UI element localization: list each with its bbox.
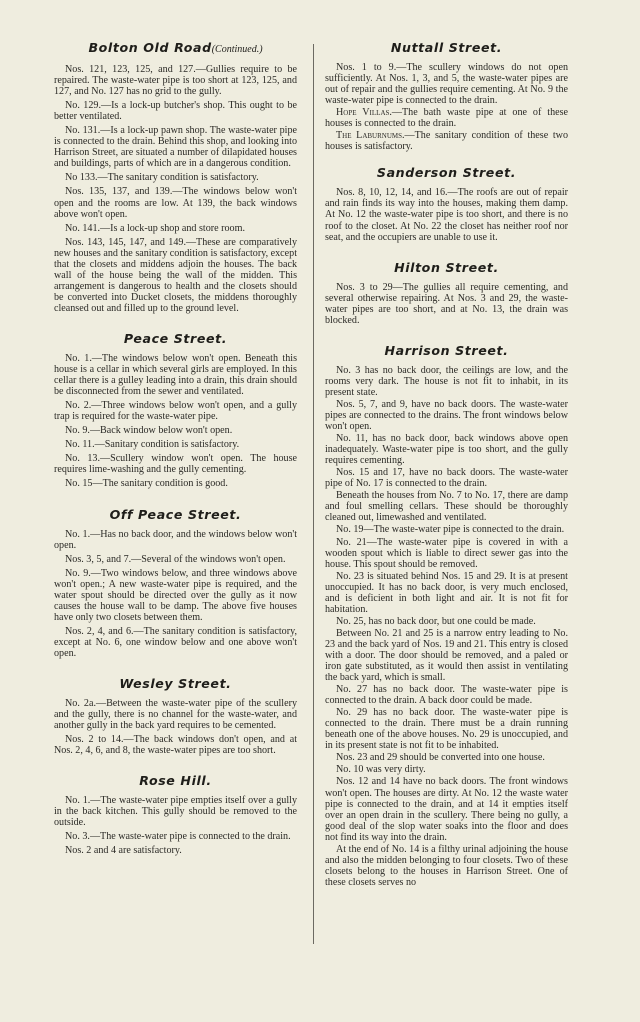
paragraph: No. 25, has no back door, but one could be made. [336, 615, 536, 627]
paragraph: Nos. 2 and 4 are satisfactory. [65, 845, 182, 857]
paragraph: Nos. 5, 7, and 9, have no back doors. The waste-water pipes are connected to the drains. The front windows below won't open. [325, 398, 568, 433]
paragraph: Nos. 2, 4, and 6.—The sanitary condition is satisfactory, except at No. 6, one window below and one above won't open. [54, 625, 297, 659]
paragraph: No. 9.—Two windows below, and three windows above won't open.; A new waste-water pipe is required, and the water spout should be directed over the gully as it now causes the house wall to be damp. The above five houses have only two closets between them. [54, 567, 297, 623]
paragraph: No. 131.—Is a lock-up pawn shop. The waste-water pipe is connected to the drain. Behind this shop, and looking into Harrison Street, are situated a number of dilapidated houses and buildings, parts of which are in a dangerous condition. [54, 125, 297, 170]
paragraph: No. 129.—Is a lock-up butcher's shop. This ought to be better ventilated. [54, 100, 297, 123]
left-column [54, 40, 297, 859]
right-column [325, 40, 568, 889]
hope-villas-text: —The bath waste pipe at one of these houses is connected to the drain. [325, 107, 569, 130]
paragraph: No. 19—The waste-water pipe is connected to the drain. [336, 524, 565, 536]
paragraph: Nos. 2 to 14.—The back windows don't open, and at Nos. 2, 4, 6, and 8, the waste-water pipes are too short. [54, 734, 297, 757]
paragraph: No. 1.—Has no back door, and the windows below won't open. [54, 528, 297, 551]
paragraph: Nos. 3 to 29—The gullies all require cementing, and several otherwise repairing. At Nos. 3 and 29, the waste-water pipes are too short, and at No. 13, the drain was blocked. [325, 281, 568, 326]
paragraph: No. 23 is situated behind Nos. 15 and 29. It is at present unoccupied. It has no back door, is very much enclosed, and is deficient in both light and air. It is not fit for habitation. [325, 570, 568, 615]
paragraph: Between No. 21 and 25 is a narrow entry leading to No. 23 and the back yard of Nos. 19 and 21. This entry is closed with a door. The door should be removed, and a paled or iron gate substituted, as it would then assist in ventilating the back yard, which is small. [325, 627, 568, 684]
paragraph: No. 27 has no back door. The waste-water pipe is connected to the drain. A back door could be made. [325, 684, 568, 707]
section-heading-off-peace-street: Off Peace Street. [109, 506, 242, 522]
section-heading-bolton-old-road: Bolton Old Road(Continued.) [88, 40, 263, 55]
paragraph: Nos. 135, 137, and 139.—The windows below won't open and the rooms are low. At 139, the back windows above won't open. [54, 186, 297, 220]
section-heading-peace-street: Peace Street. [123, 330, 228, 346]
paragraph: Nos. 8, 10, 12, 14, and 16.—The roofs are out of repair and rain finds its way into the houses, making them damp. At No. 12 the waste-water pipe is too short, and there is no roof to the closet. At No. 22 the closet has neither roof nor seat, and the occupiers are unable to use it. [325, 187, 568, 243]
paragraph: No. 10 was very dirty. [336, 764, 426, 776]
paragraph: Nos. 12 and 14 have no back doors. The front windows won't open. The houses are dirty. At No. 12 the waste water pipe is connected to the drain, and at 14 it empties itself over an open drain in the scullery. There being no gully, a good deal of the slop water soaks into the floor and does not find its way into the drain. [325, 776, 568, 843]
section-heading-nuttall-street: Nuttall Street. [390, 40, 503, 55]
paragraph: Nos. 143, 145, 147, and 149.—These are comparatively new houses and the sanitary condition is satisfactory, except that the closets and middens adjoin the houses. The back wall of the house being the wall of the midden. This arrangement is dangerous to health and the closets should be converted into Ducket closets, the middens thoroughly cleansed out and filled up to the ground level. [54, 236, 297, 314]
paragraph: No. 15—The sanitary condition is good. [65, 478, 228, 490]
paragraph: No. 141.—Is a lock-up shop and store room. [65, 222, 245, 234]
column-divider [313, 44, 314, 944]
continued-note: (Continued.) [211, 44, 263, 55]
paragraph: No 133.—The sanitary condition is satisfactory. [65, 172, 259, 184]
paragraph: Nos. 3, 5, and 7.—Several of the windows won't open. [65, 553, 286, 565]
section-heading-harrison-street: Harrison Street. [384, 342, 509, 358]
section-heading-wesley-street: Wesley Street. [119, 676, 232, 692]
paragraph: Nos. 121, 123, 125, and 127.—Gullies require to be repaired. The waste-water pipe is too short at 123, 125, and 127, and No. 127 has no grid to the gully. [54, 64, 297, 98]
paragraph: No. 1.—The waste-water pipe empties itself over a gully in the back kitchen. This gully should be removed to the outside. [54, 795, 297, 829]
paragraph: No. 2a.—Between the waste-water pipe of the scullery and the gully, there is no channel for the waste-water, and another gully in the back yard requires to be cemented. [54, 698, 297, 732]
section-heading-rose-hill: Rose Hill. [139, 773, 212, 789]
paragraph: No. 11.—Sanitary condition is satisfactory. [65, 439, 240, 451]
paragraph: No. 29 has no back door. The waste-water pipe is connected to the drain. There must be a drain running beneath one of the above houses. No. 29 is unoccupied, and in its present state is not fit to be inhabited. [325, 707, 568, 752]
hope-villas-label: Hope Villas. [336, 107, 392, 119]
paragraph [325, 107, 568, 129]
section-heading-sanderson-street: Sanderson Street. [376, 165, 517, 181]
paragraph: No. 11, has no back door, back windows above open inadequately. Waste-water pipe is too short, and the gully requires cementing. [325, 433, 568, 467]
paragraph: Nos. 1 to 9.—The scullery windows do not open sufficiently. At Nos. 1, 3, and 5, the waste-water pipes are out of repair and the gullies require cementing. At No. 9 the waste-water pipe is connected to the drain. [325, 62, 568, 107]
paragraph: Nos. 15 and 17, have no back doors. The waste-water pipe of No. 17 is connected to the drain. [325, 467, 568, 490]
paragraph: Nos. 23 and 29 should be converted into one house. [336, 752, 545, 764]
paragraph: No. 3.—The waste-water pipe is connected to the drain. [65, 831, 291, 843]
paragraph: Beneath the houses from No. 7 to No. 17, there are damp and foul smelling cellars. These should be thoroughly cleaned out, limewashed and ventilated. [325, 490, 568, 524]
section-heading-hilton-street: Hilton Street. [394, 259, 499, 275]
laburnums-text: —The sanitary condition of these two houses is satisfactory. [325, 130, 568, 153]
paragraph: No. 21—The waste-water pipe is covered in with a wooden spout which is liable to direct sewer gas into the house. This spout should be removed. [325, 536, 568, 570]
paragraph: No. 3 has no back door, the ceilings are low, and the rooms very dark. The house is not fit to inhabit, in its present state. [325, 364, 568, 398]
paragraph: At the end of No. 14 is a filthy urinal adjoining the house and also the midden belonging to four closets. Two of these closets belong to the houses in Harrison Street. One of these closets serves no [325, 843, 568, 888]
paragraph: No. 2.—Three windows below won't open, and a gully trap is required for the waste-water pipe. [54, 400, 297, 423]
paragraph: No. 9.—Back window below won't open. [65, 425, 233, 437]
paragraph [325, 130, 568, 152]
laburnums-label: The Laburnums. [336, 130, 405, 142]
paragraph: No. 1.—The windows below won't open. Beneath this house is a cellar in which several girls are employed. In this cellar there is a gulley leading into a drain, this drain should be disconnected from the sewer and ventilated. [54, 352, 297, 398]
paragraph: No. 13.—Scullery window won't open. The house requires lime-washing and the gully cementing. [54, 453, 297, 476]
